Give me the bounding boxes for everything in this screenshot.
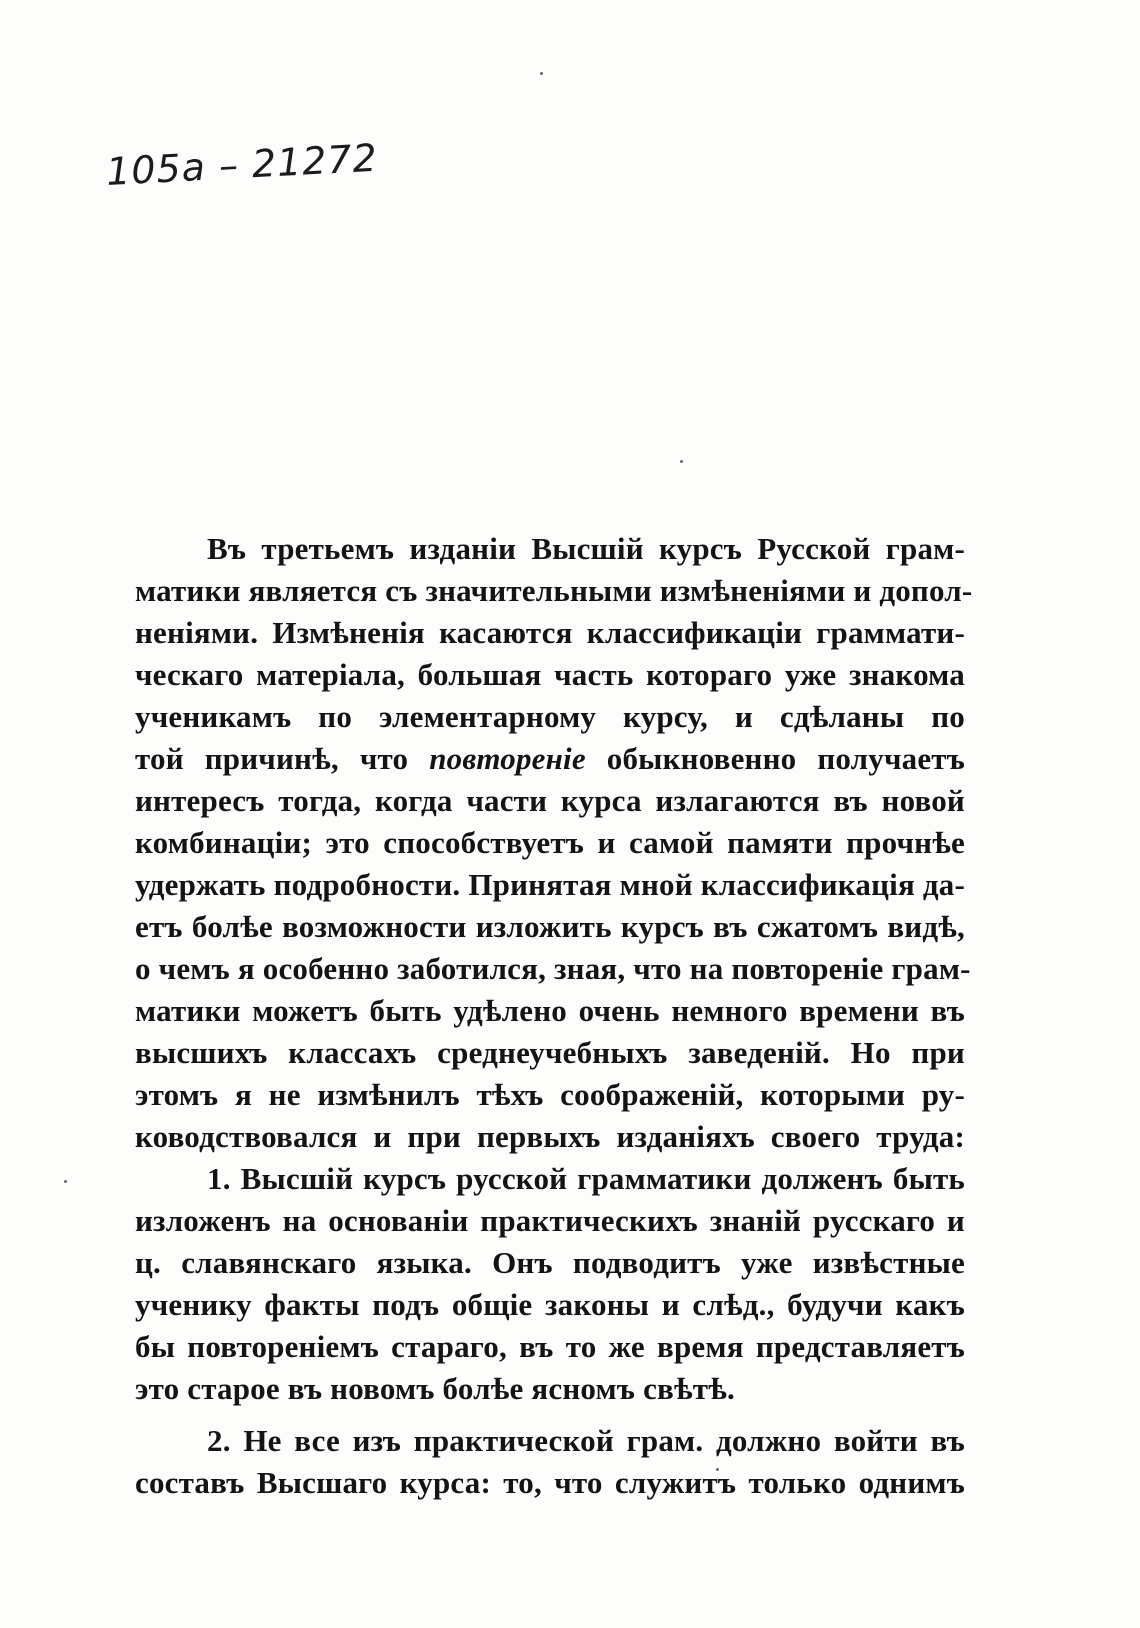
text-line: высшихъ классахъ среднеучебныхъ заведеній. Но при <box>135 1035 965 1070</box>
text-line: ководствовался и при первыхъ изданіяхъ своего труда: <box>135 1119 965 1154</box>
text-line: это старое въ новомъ болѣе ясномъ свѣтѣ. <box>135 1371 735 1406</box>
text-line: 2. Не все изъ практической грам. должно войти въ <box>207 1423 965 1458</box>
text-line: бы повтореніемъ стараго, въ то же время представляетъ <box>135 1329 965 1364</box>
text-line: составъ Высшаго курса: то, что служитъ только однимъ <box>135 1465 965 1500</box>
text-line: изложенъ на основаніи практическихъ знаній русскаго и <box>135 1203 965 1238</box>
text-line: ц. славянскаго языка. Онъ подводитъ уже извѣстные <box>135 1245 965 1280</box>
text-line: интересъ тогда, когда части курса излагаются въ новой <box>135 783 965 818</box>
text-line: о чемъ я особенно заботился, зная, что на повтореніе грам- <box>135 951 971 986</box>
text-line: Въ третьемъ изданіи Высшій курсъ Русской грам- <box>207 531 965 566</box>
text-line: матики является съ значительными измѣненіями и допол- <box>135 573 973 608</box>
scan-speck <box>680 460 683 463</box>
text-line <box>135 738 965 780</box>
scan-speck <box>540 72 543 75</box>
text-line: ученику факты подъ общіе законы и слѣд., будучи какъ <box>135 1287 965 1322</box>
text-line: этомъ я не измѣнилъ тѣхъ соображеній, которыми ру- <box>135 1077 965 1112</box>
scan-speck <box>64 1180 67 1183</box>
text-segment: той причинѣ, что <box>135 741 430 776</box>
text-line: удержать подробности. Принятая мной классификація да- <box>135 867 965 902</box>
text-segment: обыкновенно получаетъ <box>585 741 966 776</box>
text-line: комбинаціи; это способствуетъ и самой памяти прочнѣе <box>135 825 965 860</box>
text-line: 1. Высшій курсъ русской грамматики долженъ быть <box>207 1161 965 1196</box>
handwritten-catalog-text: 105a – 21272 <box>105 135 379 194</box>
text-line: ученикамъ по элементарному курсу, и сдѣланы по <box>135 699 965 734</box>
text-line: ческаго матеріала, большая часть котораго уже знакома <box>135 657 965 692</box>
text-line: етъ болѣе возможности изложить курсъ въ сжатомъ видѣ, <box>135 909 965 944</box>
italic-emphasis: повтореніе <box>429 741 586 776</box>
handwritten-catalog-number <box>105 136 379 194</box>
text-line: неніями. Измѣненія касаются классификаціи граммати- <box>135 615 965 650</box>
text-line: матики можетъ быть удѣлено очень немного времени въ <box>135 993 965 1028</box>
body-text <box>135 528 973 1504</box>
